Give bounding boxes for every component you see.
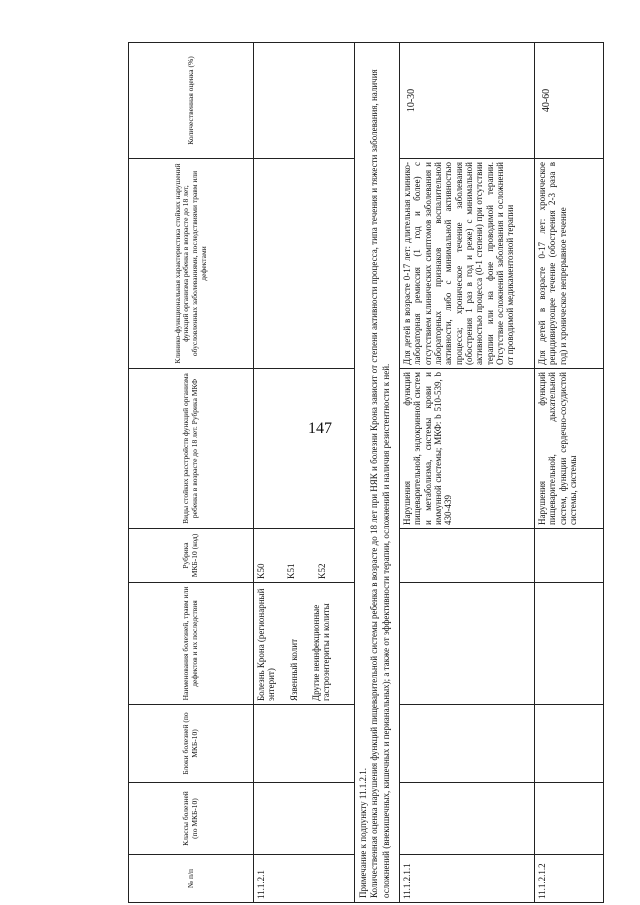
header-quantity: Количественная оценка (%) xyxy=(129,43,254,159)
note-cell xyxy=(355,43,400,903)
empty-cell xyxy=(400,529,535,583)
empty-cell xyxy=(535,583,604,705)
function-disorders-cell: Нарушения функций пищеварительной, дыхательной систем, функции сердечно-сосудистой системы, системы xyxy=(535,369,604,529)
empty-cell xyxy=(254,159,355,369)
rotated-table-frame xyxy=(128,43,584,903)
icd-code: K51 xyxy=(286,563,297,579)
icd-code: K52 xyxy=(316,563,327,579)
note-text: Количественная оценка нарушения функций пищеварительной системы ребенка в возрасте до 18 лет при НЯК и болезни Крона зависит от степени активности процесса, типа течения и тяжести заболевания, наличия осложнений (внекишечных, кишечных и перианальных); а также от эффективности терапии, осложнений и наличия резистентности к ней. xyxy=(369,69,391,898)
table-row xyxy=(254,43,355,903)
header-characteristic: Клинико-функциональная характеристика стойких нарушений функций организма ребенка в возрасте до 18 лет, обусловленных заболеваниями, последствиями травм или дефектами xyxy=(129,159,254,369)
empty-cell xyxy=(400,705,535,783)
disease-name: Болезнь Крона (регионарный энтерит) xyxy=(256,588,277,701)
header-num: № п/п xyxy=(129,855,254,903)
disease-name: Язвенный колит xyxy=(288,638,299,701)
row-number: 11.1.2.1.1 xyxy=(400,855,535,903)
empty-cell xyxy=(535,783,604,855)
row-number: 11.1.2.1.2 xyxy=(535,855,604,903)
table-row xyxy=(535,43,604,903)
quantity-cell: 10-30 xyxy=(400,43,535,159)
note-row xyxy=(355,43,400,903)
characteristic-cell: Для детей в возрасте 0-17 лет: длительная клинико-лабораторная ремиссия (1 год и более) с отсутствием клинических симптомов заболевания и лабораторных признаков воспалительной активности, либо с минимальной активностью процесса; хроническое течение заболевания (обострения 1 раз в год и реже) с минимальной активностью процесса (0-1 степени) при отсутствии терапии или на фоне проводимой терапии. Отсутствие осложнений заболевания и осложнений от проводимой медикаментозной терапии xyxy=(400,159,535,369)
disease-name: Другие неинфекционные гастроэнтериты и колиты xyxy=(311,603,332,701)
page-number: 147 xyxy=(308,420,332,437)
note-title: Примечание к подпункту 11.1.2.1. xyxy=(358,767,368,898)
characteristic-cell: Для детей в возрасте 0-17 лет: хроническое рецидивирующее течение (обострения 2-3 раза в год) и хроническое непрерывное течение xyxy=(535,159,604,369)
header-names: Наименования болезней, травм или дефектов и их последствия xyxy=(129,583,254,705)
empty-cell xyxy=(535,529,604,583)
empty-cell xyxy=(254,783,355,855)
header-blocks: Блоки болезней (по МКБ-10) xyxy=(129,705,254,783)
empty-cell xyxy=(254,43,355,159)
header-classes: Классы болезней (по МКБ-10) xyxy=(129,783,254,855)
header-kinds: Виды стойких расстройств функций организма ребенка в возрасте до 18 лет. Рубрика МКФ xyxy=(129,369,254,529)
table-header-row xyxy=(129,43,254,903)
quantity-cell: 40-60 xyxy=(535,43,604,159)
disability-criteria-table xyxy=(128,42,604,903)
disease-codes-cell xyxy=(254,529,355,583)
empty-cell xyxy=(400,583,535,705)
header-codes: Рубрика МКБ-10 (код) xyxy=(129,529,254,583)
table-row xyxy=(400,43,535,903)
disease-names-cell xyxy=(254,583,355,705)
empty-cell xyxy=(254,705,355,783)
row-number: 11.1.2.1 xyxy=(254,855,355,903)
function-disorders-cell: Нарушения функций пищеварительной, эндокринной систем и метаболизма, системы крови и иммунной системы; МКФ: b 510-539, b 430-439 xyxy=(400,369,535,529)
empty-cell xyxy=(254,369,355,529)
empty-cell xyxy=(535,705,604,783)
empty-cell xyxy=(400,783,535,855)
icd-code: K50 xyxy=(256,563,266,579)
